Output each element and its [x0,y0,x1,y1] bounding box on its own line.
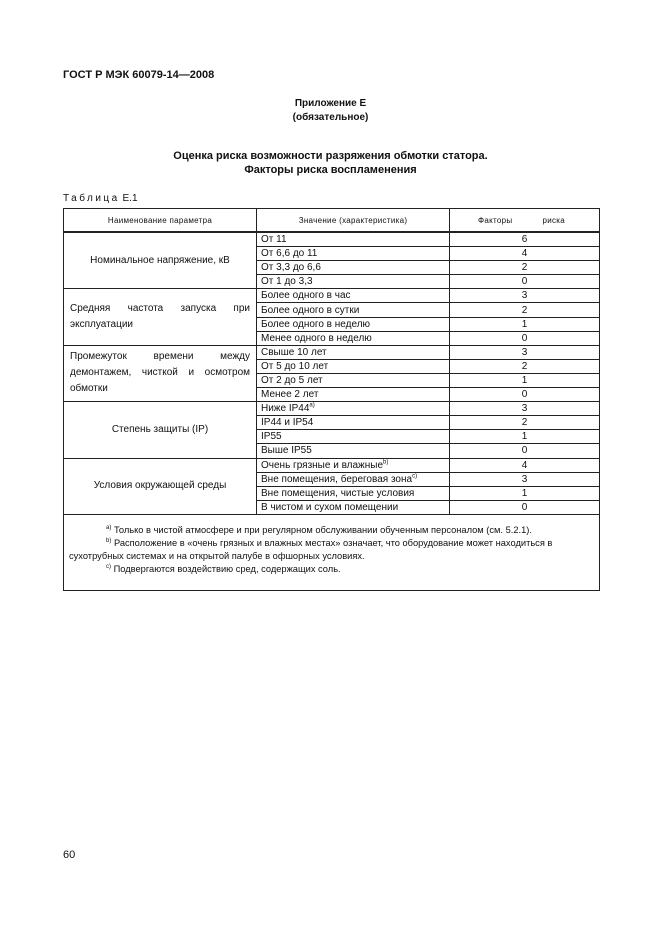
table-note [69,563,595,576]
parameter-name: Степень защиты (IP) [64,402,257,458]
value-cell [257,261,450,275]
value-cell [257,430,450,444]
value-cell [257,317,450,331]
risk-factor-cell: 1 [450,486,600,500]
risk-factor-cell: 1 [450,317,600,331]
risk-factor-cell: 4 [450,458,600,472]
table-row [64,345,600,359]
note-text: Подвергаются воздействию сред, содержащих соль. [113,563,341,574]
column-header-factor [450,209,600,233]
value-text: От 6,6 до 11 [261,248,318,260]
table-row [64,458,600,472]
risk-factor-cell: 4 [450,247,600,261]
value-cell [257,275,450,289]
risk-factor-cell: 0 [450,331,600,345]
value-cell [257,388,450,402]
value-text: Свыше 10 лет [261,346,327,358]
risk-factor-cell: 1 [450,373,600,387]
value-cell [257,500,450,514]
risk-factor-cell: 3 [450,289,600,303]
risk-factor-cell: 0 [450,444,600,458]
table-row [64,402,600,416]
value-cell [257,373,450,387]
table-header-row [64,209,600,233]
value-cell [257,289,450,303]
table-body [64,232,600,514]
value-cell [257,416,450,430]
value-text: Выше IP55 [261,445,312,457]
value-cell [257,402,450,416]
value-text: Очень грязные и влажные [261,459,384,471]
value-cell [257,472,450,486]
table-row [64,289,600,303]
risk-factor-cell: 0 [450,388,600,402]
note-mark: c) [106,563,111,570]
column-header-factor-a: Факторы [478,215,513,225]
appendix-subtitle: (обязательное) [292,112,369,123]
document-header: ГОСТ Р МЭК 60079-14—2008 [63,69,215,81]
risk-factor-table [63,208,600,591]
value-cell [257,331,450,345]
value-text: От 11 [261,234,287,246]
table-row [64,232,600,247]
value-text: Ниже IP44 [261,403,310,415]
risk-factor-cell: 3 [450,345,600,359]
note-text: Расположение в «очень грязных и влажных местах» означает, что оборудование может находиться в сухотрубных системах и на открытой палубе в офшорных условиях. [69,537,553,561]
value-text: От 5 до 10 лет [261,360,329,372]
risk-factor-cell: 2 [450,416,600,430]
risk-factor-cell: 2 [450,303,600,317]
value-text: Менее 2 лет [261,389,319,401]
value-cell [257,303,450,317]
value-text: Более одного в неделю [261,318,371,330]
value-text: От 3,3 до 6,6 [261,262,321,274]
footnote-ref: c) [412,473,418,480]
column-header-param: Наименование параметра [64,209,257,233]
risk-factor-cell: 3 [450,472,600,486]
value-text: IP44 и IP54 [261,417,314,429]
risk-factor-cell: 2 [450,261,600,275]
risk-factor-cell: 3 [450,402,600,416]
table-caption-prefix: Таблица [63,193,120,204]
risk-factor-cell: 1 [450,430,600,444]
note-mark: b) [106,537,112,544]
value-cell [257,232,450,247]
value-text: Вне помещения, чистые условия [261,487,415,499]
parameter-name: Промежуток времени между демонтажем, чисткой и осмотром обмотки [64,345,257,401]
table-caption [63,193,138,204]
note-mark: a) [106,524,112,531]
parameter-name: Средняя частота запуска при эксплуатации [64,289,257,345]
risk-factor-cell: 0 [450,500,600,514]
page-number: 60 [63,849,76,861]
section-title-line1: Оценка риска возможности разряжения обмотки статора. [173,150,488,162]
value-cell [257,444,450,458]
footnote-ref: b) [383,459,389,466]
appendix-title: Приложение Е [294,98,367,109]
parameter-name: Номинальное напряжение, кВ [64,232,257,289]
column-header-factor-b: риска [542,215,565,225]
value-cell [257,458,450,472]
risk-factor-cell: 0 [450,275,600,289]
column-header-value: Значение (характеристика) [257,209,450,233]
value-cell [257,345,450,359]
table-caption-number: Е.1 [122,193,138,204]
value-text: IP55 [261,431,282,443]
table-notes [64,514,600,590]
value-text: Более одного в сутки [261,304,360,316]
value-text: Вне помещения, береговая зона [261,473,413,485]
notes-row [64,514,600,590]
value-text: Менее одного в неделю [261,332,372,344]
value-text: От 2 до 5 лет [261,374,323,386]
value-cell [257,359,450,373]
value-text: От 1 до 3,3 [261,276,313,288]
parameter-name: Условия окружающей среды [64,458,257,514]
section-title-line2: Факторы риска воспламенения [244,164,417,176]
value-text: Более одного в час [261,290,351,302]
value-cell [257,247,450,261]
note-text: Только в чистой атмосфере и при регулярном обслуживании обученным персоналом (см. 5.2.1). [113,524,532,535]
footnote-ref: a) [309,402,315,409]
risk-factor-cell: 6 [450,232,600,247]
value-cell [257,486,450,500]
table-note [69,537,595,563]
table-note [69,524,595,537]
risk-factor-cell: 2 [450,359,600,373]
value-text: В чистом и сухом помещении [261,501,399,513]
